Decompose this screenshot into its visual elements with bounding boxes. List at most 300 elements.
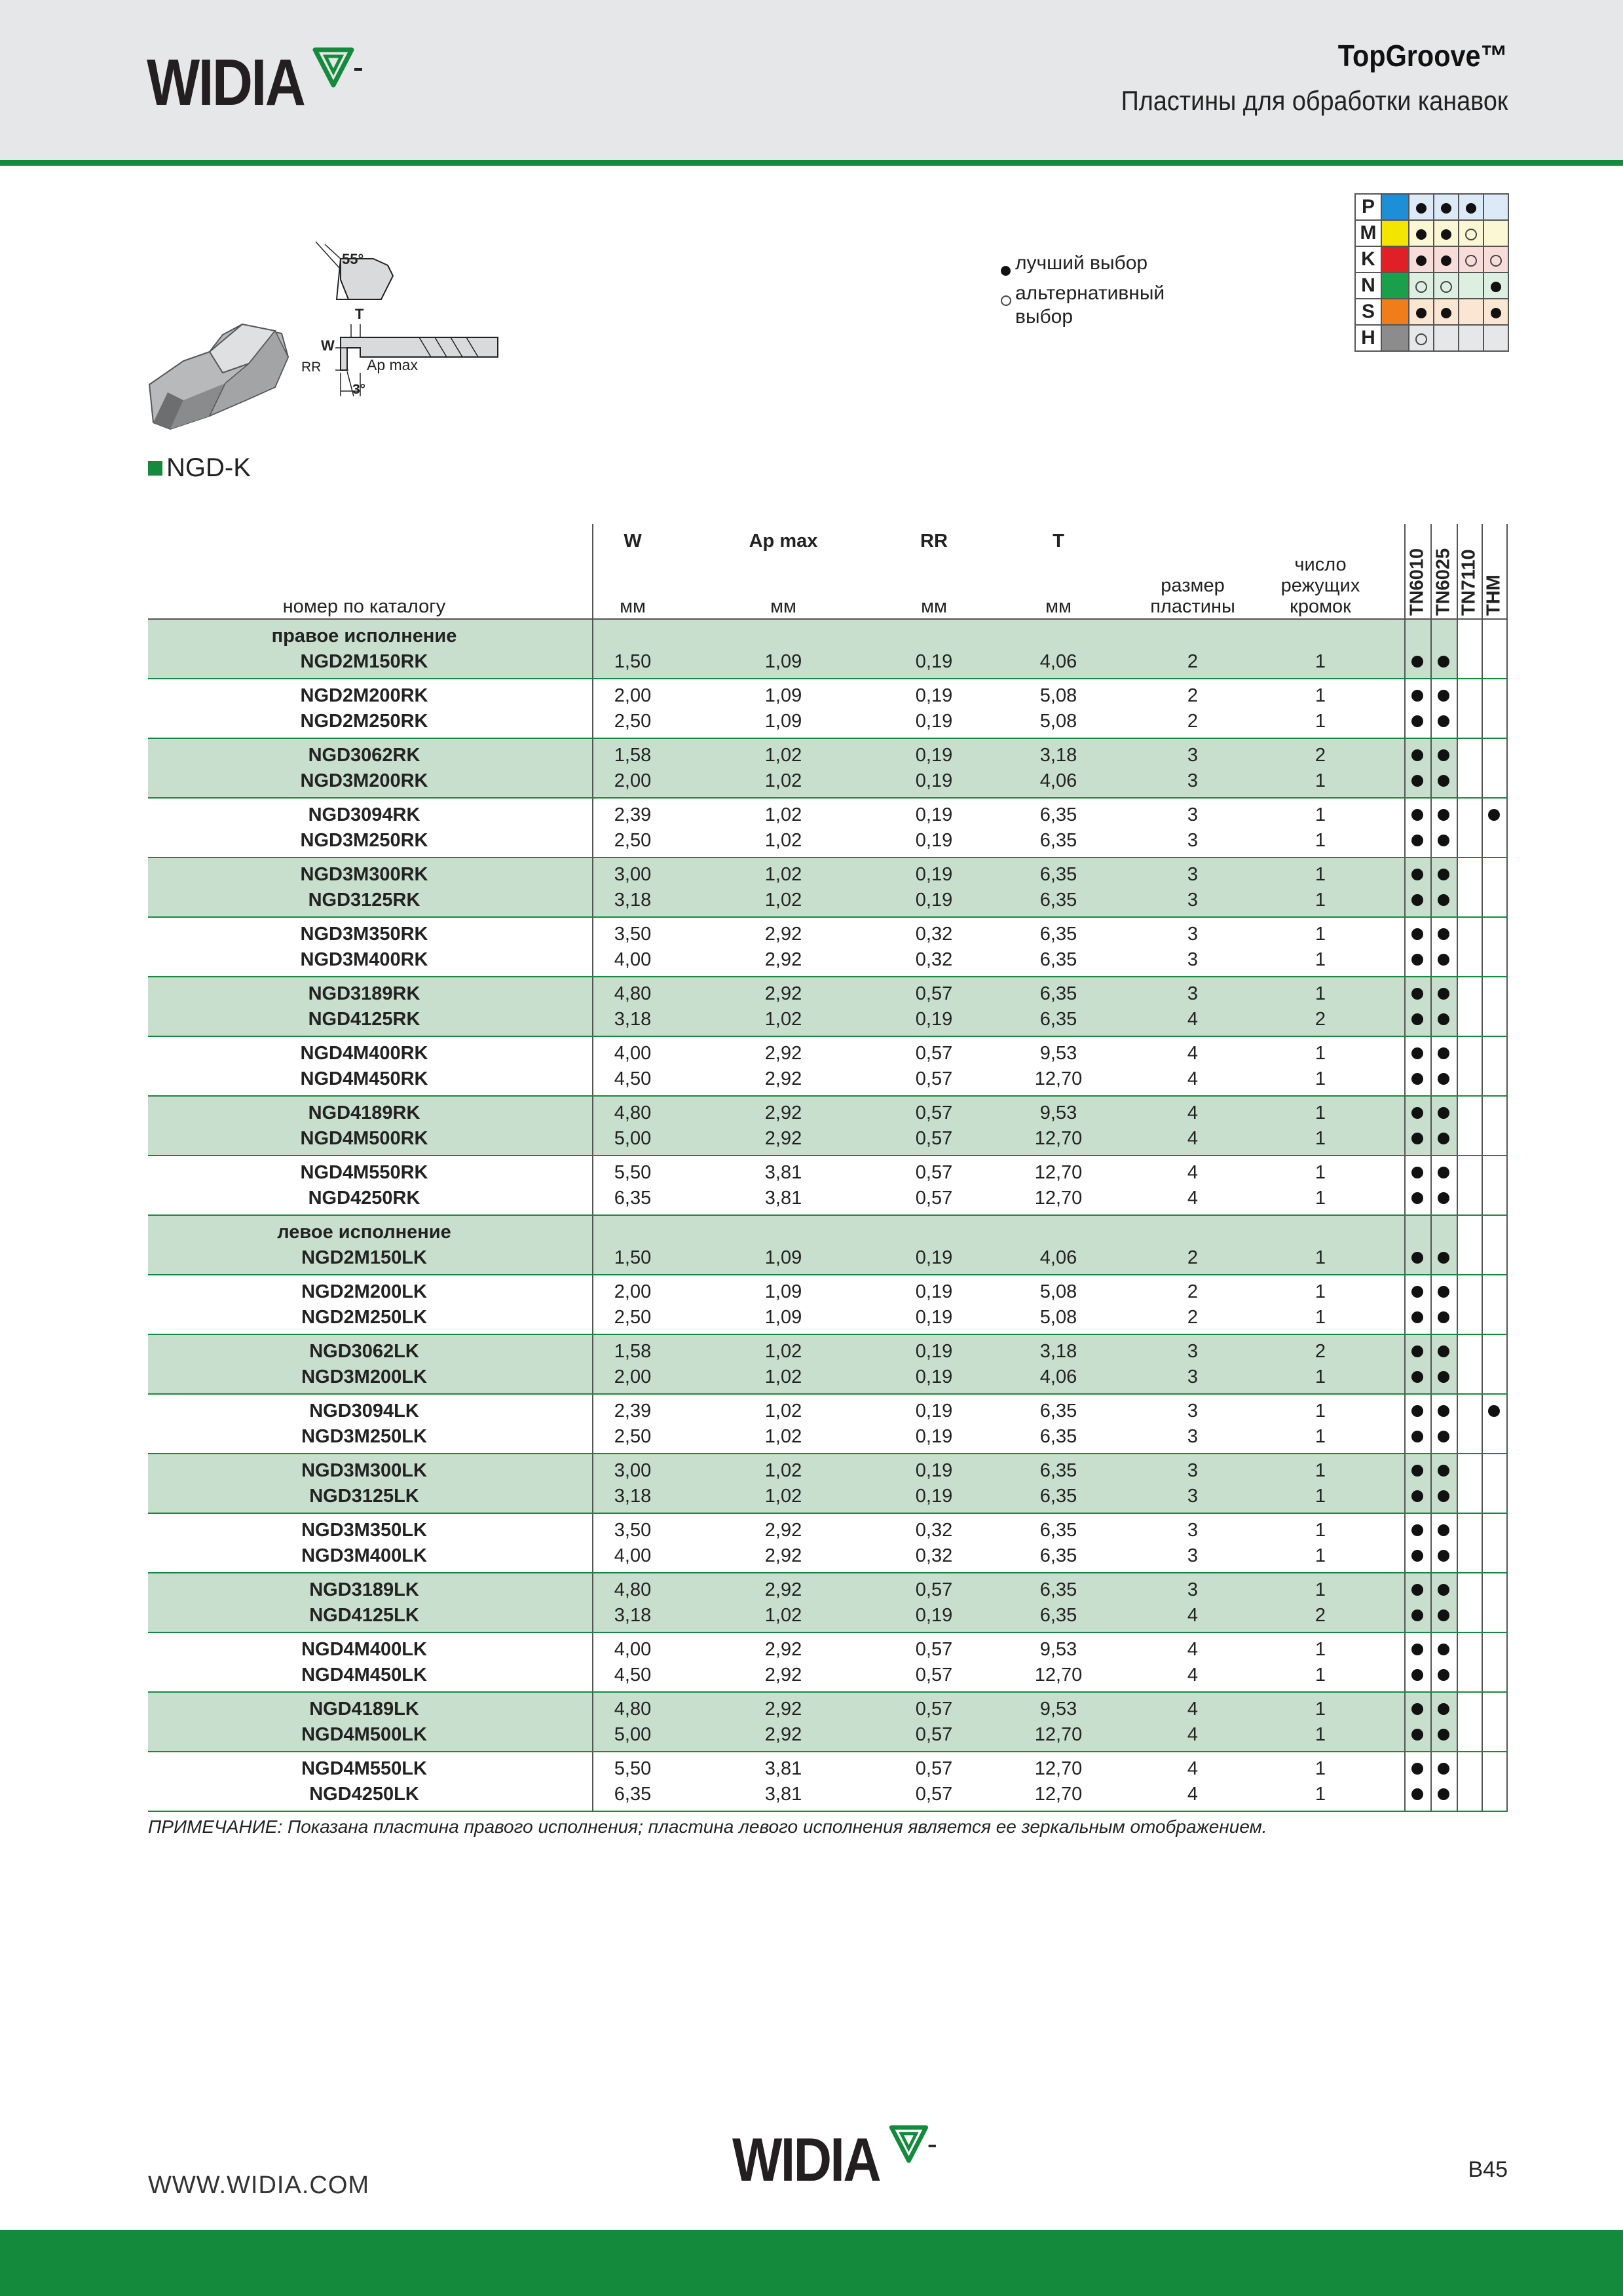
value-t: 12,70 [1034,1161,1083,1183]
table-row-group [148,1156,1508,1216]
value-ap-max: 1,02 [764,1366,802,1387]
material-grade-cell [1409,273,1434,299]
col-t: T [1053,531,1064,552]
value-cutting-edges: 1 [1315,1161,1326,1183]
value-insert-size: 3 [1187,1425,1199,1447]
grade-header [1481,531,1507,616]
catalog-number: NGD4M400RK [300,1042,428,1064]
material-grade-cell [1459,299,1483,325]
value-t: 12,70 [1034,1758,1083,1779]
hollow-circle-icon [1415,333,1427,345]
column-divider [592,679,593,738]
column-divider [1506,918,1508,976]
col-w: W [624,531,642,552]
value-cutting-edges: 1 [1315,1459,1326,1481]
value-w: 2,50 [614,1306,652,1328]
value-cutting-edges: 1 [1315,1664,1326,1685]
column-divider [1430,1693,1432,1751]
footnote: ПРИМЕЧАНИЕ: Показана пластина правого исполнения; пластина левого исполнения является ее зеркальным отображением. [148,1816,1267,1837]
value-t: 5,08 [1039,1281,1077,1302]
filled-dot-icon [1466,203,1476,214]
table-row-group [148,739,1508,799]
value-rr: 0,19 [915,829,953,851]
column-divider [1430,739,1432,797]
column-divider [1404,1573,1406,1632]
column-divider [1457,739,1458,797]
filled-dot-icon [1411,835,1423,846]
column-divider [592,524,593,618]
value-cutting-edges: 1 [1315,1545,1326,1566]
value-insert-size: 3 [1187,923,1199,945]
value-insert-size: 3 [1187,804,1199,825]
value-rr: 0,19 [915,804,953,825]
value-w: 3,18 [614,1485,652,1507]
value-rr: 0,57 [915,1758,953,1779]
table-row-group [148,1454,1508,1514]
column-divider [1404,1037,1406,1095]
material-color-swatch [1381,299,1409,325]
table-row-group [148,918,1508,977]
value-insert-size: 4 [1187,1127,1199,1149]
filled-dot-icon [1438,1286,1449,1298]
filled-dot-icon [1411,1167,1423,1178]
column-divider [1404,1395,1406,1453]
table-row-group [148,858,1508,918]
value-ap-max: 2,92 [764,1102,802,1123]
value-t: 6,35 [1039,889,1077,911]
value-insert-size: 4 [1187,1068,1199,1089]
value-w: 4,80 [614,1698,652,1720]
footer-bar [0,2230,1623,2296]
material-grade-cell [1459,325,1483,351]
catalog-number: NGD4189LK [309,1698,419,1720]
column-divider [1457,1633,1458,1691]
grade-header [1430,531,1457,616]
material-row-m [1355,220,1508,246]
filled-dot-icon [1438,1167,1449,1178]
filled-dot-icon [1411,1073,1423,1085]
value-w: 4,00 [614,1638,652,1660]
catalog-number: NGD2M200RK [300,685,428,706]
value-cutting-edges: 1 [1315,1306,1326,1328]
filled-dot-icon [1411,690,1423,702]
material-grade-cell [1459,194,1483,220]
filled-dot-icon [1411,775,1423,787]
value-cutting-edges: 1 [1315,1366,1326,1387]
column-divider [1430,1752,1432,1811]
material-grade-cell [1409,220,1434,246]
filled-dot-icon [1438,1013,1449,1025]
filled-dot-icon [1411,1524,1423,1536]
column-divider [1506,1156,1508,1214]
value-rr: 0,57 [915,1698,953,1720]
material-grade-cell [1459,273,1483,299]
value-rr: 0,57 [915,1102,953,1123]
material-grade-cell [1483,194,1508,220]
value-t: 6,35 [1039,949,1077,970]
column-divider [1404,1454,1406,1513]
column-divider [592,1573,593,1632]
value-w: 2,00 [614,685,652,706]
value-insert-size: 4 [1187,1161,1199,1183]
column-divider [1404,1514,1406,1572]
value-insert-size: 4 [1187,1042,1199,1064]
catalog-number: NGD2M150RK [300,650,428,672]
filled-dot-icon [1438,928,1449,940]
catalog-number: NGD3062LK [309,1340,419,1362]
value-cutting-edges: 1 [1315,983,1326,1004]
col-ap: Ap max [749,531,818,552]
column-divider [1506,858,1508,916]
filled-dot-icon [1411,954,1423,966]
value-t: 5,08 [1039,1306,1077,1328]
value-cutting-edges: 1 [1315,829,1326,851]
catalog-number: NGD4250LK [309,1783,419,1805]
legend-best [1001,252,1165,282]
value-w: 5,00 [614,1127,652,1149]
filled-dot-icon [1411,1311,1423,1323]
column-divider [1506,1395,1508,1453]
value-w: 2,39 [614,804,652,825]
value-w: 3,18 [614,889,652,911]
value-w: 5,00 [614,1723,652,1745]
column-divider [1457,1454,1458,1513]
product-label [148,453,251,483]
hollow-circle-icon [1465,255,1477,267]
value-cutting-edges: 2 [1315,1340,1326,1362]
column-divider [1506,1514,1508,1572]
value-cutting-edges: 1 [1315,685,1326,706]
filled-dot-icon [1438,1252,1449,1264]
column-divider [592,1395,593,1453]
filled-dot-icon [1438,1311,1449,1323]
column-divider [1482,1633,1483,1691]
value-ap-max: 3,81 [764,1187,802,1209]
value-ap-max: 1,02 [764,770,802,791]
catalog-number: NGD3062RK [308,744,420,766]
value-ap-max: 3,81 [764,1783,802,1805]
value-rr: 0,32 [915,923,953,945]
grade-header-label: TN7110 [1458,549,1480,616]
filled-dot-icon [1411,1788,1423,1800]
value-t: 4,06 [1039,650,1077,672]
value-t: 6,35 [1039,1400,1077,1421]
value-rr: 0,19 [915,1366,953,1387]
table-header [148,524,1508,620]
catalog-number: NGD3189RK [308,983,420,1004]
value-t: 4,06 [1039,1247,1077,1268]
material-color-swatch [1381,194,1409,220]
column-divider [1506,679,1508,738]
angle-3-label: 3° [352,382,366,397]
column-divider [1457,1156,1458,1214]
value-ap-max: 1,02 [764,1604,802,1626]
value-cutting-edges: 1 [1315,1187,1326,1209]
filled-dot-icon [1491,308,1501,318]
filled-dot-icon [1411,1609,1423,1621]
material-grade-cell [1434,220,1459,246]
value-insert-size: 3 [1187,983,1199,1004]
section-heading: правое исполнение [271,625,457,647]
material-grade-cell [1409,299,1434,325]
value-rr: 0,19 [915,863,953,885]
column-divider [1430,1454,1432,1513]
filled-dot-icon [1411,1192,1423,1204]
table-row-group [148,799,1508,858]
catalog-number: NGD3M200RK [300,770,428,791]
value-t: 4,06 [1039,770,1077,791]
value-ap-max: 1,02 [764,1008,802,1030]
value-ap-max: 2,92 [764,983,802,1004]
value-rr: 0,19 [915,1247,953,1268]
value-t: 6,35 [1039,1579,1077,1600]
value-ap-max: 2,92 [764,1519,802,1541]
widia-triangle-icon [312,46,365,92]
value-cutting-edges: 1 [1315,1247,1326,1268]
value-insert-size: 3 [1187,1366,1199,1387]
filled-dot-icon [1411,1405,1423,1417]
catalog-number: NGD4250RK [308,1187,420,1209]
filled-dot-icon [1438,1047,1449,1059]
value-t: 6,35 [1039,1545,1077,1566]
column-divider [592,1514,593,1572]
column-divider [1506,799,1508,857]
catalog-number: NGD2M150LK [301,1247,427,1268]
value-cutting-edges: 1 [1315,1579,1326,1600]
column-divider [1404,858,1406,916]
column-divider [1482,1335,1483,1393]
insert-top-view [316,242,393,299]
value-w: 3,50 [614,923,652,945]
filled-dot-icon [1411,1252,1423,1264]
column-divider [1506,1752,1508,1811]
value-ap-max: 2,92 [764,1638,802,1660]
filled-dot-icon [1411,1763,1423,1775]
value-w: 5,50 [614,1161,652,1183]
col-insert-size: размер пластины [1150,575,1235,617]
column-divider [1482,799,1483,857]
value-w: 1,58 [614,1340,652,1362]
value-cutting-edges: 2 [1315,1604,1326,1626]
value-insert-size: 3 [1187,1340,1199,1362]
value-cutting-edges: 2 [1315,744,1326,766]
filled-dot-icon [1411,869,1423,880]
value-cutting-edges: 1 [1315,1638,1326,1660]
material-letter: H [1355,325,1381,351]
hollow-circle-icon [1415,281,1427,293]
value-cutting-edges: 1 [1315,770,1326,791]
material-letter: K [1355,246,1381,273]
column-divider [1430,1097,1432,1155]
legend-alternative [1001,282,1165,329]
column-divider [1457,918,1458,976]
value-ap-max: 1,02 [764,863,802,885]
value-ap-max: 1,02 [764,804,802,825]
table-row-group [148,1097,1508,1156]
value-t: 6,35 [1039,1604,1077,1626]
filled-dot-icon [1438,1644,1449,1655]
filled-dot-icon [1411,749,1423,761]
legend [1001,252,1165,329]
material-grade-cell [1434,273,1459,299]
filled-dot-icon [1438,1465,1449,1477]
filled-dot-icon [1438,954,1449,966]
column-divider [1457,1514,1458,1572]
value-insert-size: 4 [1187,1698,1199,1720]
column-divider [1506,1097,1508,1155]
value-t: 6,35 [1039,863,1077,885]
value-ap-max: 2,92 [764,1698,802,1720]
material-color-swatch [1381,220,1409,246]
value-ap-max: 1,09 [764,1247,802,1268]
value-t: 12,70 [1034,1068,1083,1089]
value-ap-max: 1,09 [764,710,802,732]
filled-dot-icon [1411,1584,1423,1596]
material-grade-cell [1459,246,1483,273]
logo-wordmark: WIDIA [147,46,305,119]
catalog-number: NGD4M550RK [300,1161,428,1183]
table-row-group [148,1693,1508,1752]
filled-dot-icon [1488,809,1500,821]
value-t: 6,35 [1039,829,1077,851]
column-divider [1482,1156,1483,1214]
value-t: 6,35 [1039,804,1077,825]
value-t: 9,53 [1039,1698,1077,1720]
column-divider [592,858,593,916]
value-ap-max: 2,92 [764,923,802,945]
catalog-number: NGD4M450LK [301,1664,427,1685]
value-rr: 0,19 [915,1459,953,1481]
table-body [148,620,1508,1812]
page-subtitle: Пластины для обработки канавок [1121,85,1508,116]
column-divider [1482,1752,1483,1811]
value-rr: 0,19 [915,1281,953,1302]
value-cutting-edges: 1 [1315,1758,1326,1779]
material-row-p [1355,194,1508,220]
value-w: 2,00 [614,770,652,791]
page-header [0,0,1623,160]
value-rr: 0,57 [915,1127,953,1149]
value-w: 2,00 [614,1366,652,1387]
value-rr: 0,32 [915,1545,953,1566]
page-title: TopGroove™ [1337,39,1508,73]
value-insert-size: 3 [1187,1579,1199,1600]
value-ap-max: 2,92 [764,1042,802,1064]
column-divider [1457,858,1458,916]
filled-dot-icon [1438,1346,1449,1357]
value-rr: 0,19 [915,889,953,911]
insert-drawing [144,233,511,468]
value-rr: 0,57 [915,1638,953,1660]
column-divider [1482,977,1483,1036]
insert-side-view [301,306,498,397]
col-catalog: номер по каталогу [282,596,446,617]
catalog-number: NGD3M400LK [301,1545,427,1566]
header-rule [0,160,1623,166]
column-divider [1457,1275,1458,1334]
catalog-number: NGD3M300RK [300,863,428,885]
filled-dot-icon [1411,1047,1423,1059]
footer-url[interactable]: WWW.WIDIA.COM [148,2172,370,2199]
grade-header-label: TN6010 [1406,548,1428,616]
filled-dot-icon [1411,1644,1423,1655]
table-row-group [148,1514,1508,1573]
value-rr: 0,19 [915,744,953,766]
grade-header [1456,531,1482,616]
value-insert-size: 2 [1187,1306,1199,1328]
catalog-number: NGD3M400RK [300,949,428,970]
column-divider [1404,739,1406,797]
column-divider [1430,679,1432,738]
value-t: 5,08 [1039,685,1077,706]
value-ap-max: 1,02 [764,1485,802,1507]
column-divider [1482,1454,1483,1513]
column-divider [1506,1216,1508,1274]
column-divider [1506,1037,1508,1095]
filled-dot-icon [1411,1550,1423,1562]
value-cutting-edges: 1 [1315,1425,1326,1447]
catalog-number: NGD2M250LK [301,1306,427,1328]
value-w: 1,50 [614,650,652,672]
material-grade-cell [1409,246,1434,273]
column-divider [1506,1693,1508,1751]
column-divider [1506,1573,1508,1632]
filled-dot-icon [1438,1788,1449,1800]
filled-dot-icon [1441,255,1451,266]
widia-triangle-icon [888,2124,939,2167]
col-rr-unit: мм [921,596,947,617]
value-insert-size: 3 [1187,1519,1199,1541]
column-divider [1482,918,1483,976]
value-ap-max: 3,81 [764,1758,802,1779]
value-rr: 0,19 [915,770,953,791]
column-divider [592,977,593,1036]
catalog-number: NGD3189LK [309,1579,419,1600]
footer-widia-logo [732,2125,939,2194]
catalog-number: NGD3125LK [309,1485,419,1507]
value-cutting-edges: 1 [1315,889,1326,911]
hollow-circle-icon [1490,255,1502,267]
filled-dot-icon [1438,1133,1449,1144]
value-rr: 0,32 [915,1519,953,1541]
column-divider [592,1037,593,1095]
value-w: 4,80 [614,1102,652,1123]
value-ap-max: 2,92 [764,1545,802,1566]
filled-dot-icon [1438,835,1449,846]
col-ap-unit: мм [770,596,796,617]
value-t: 6,35 [1039,1425,1077,1447]
hollow-circle-icon [1465,229,1477,240]
value-insert-size: 2 [1187,710,1199,732]
filled-dot-icon [1411,809,1423,821]
value-w: 2,50 [614,829,652,851]
value-ap-max: 1,02 [764,889,802,911]
page-number: B45 [1468,2157,1508,2182]
grade-header-label: THM [1483,574,1504,616]
column-divider [592,799,593,857]
material-grade-cell [1434,194,1459,220]
filled-dot-icon [1438,894,1449,906]
value-w: 1,58 [614,744,652,766]
value-t: 9,53 [1039,1042,1077,1064]
material-grade-cell [1409,325,1434,351]
column-divider [1482,679,1483,738]
hollow-circle-icon [1440,281,1452,293]
value-rr: 0,57 [915,1161,953,1183]
column-divider [1430,799,1432,857]
value-w: 3,00 [614,863,652,885]
column-divider [1506,620,1508,678]
